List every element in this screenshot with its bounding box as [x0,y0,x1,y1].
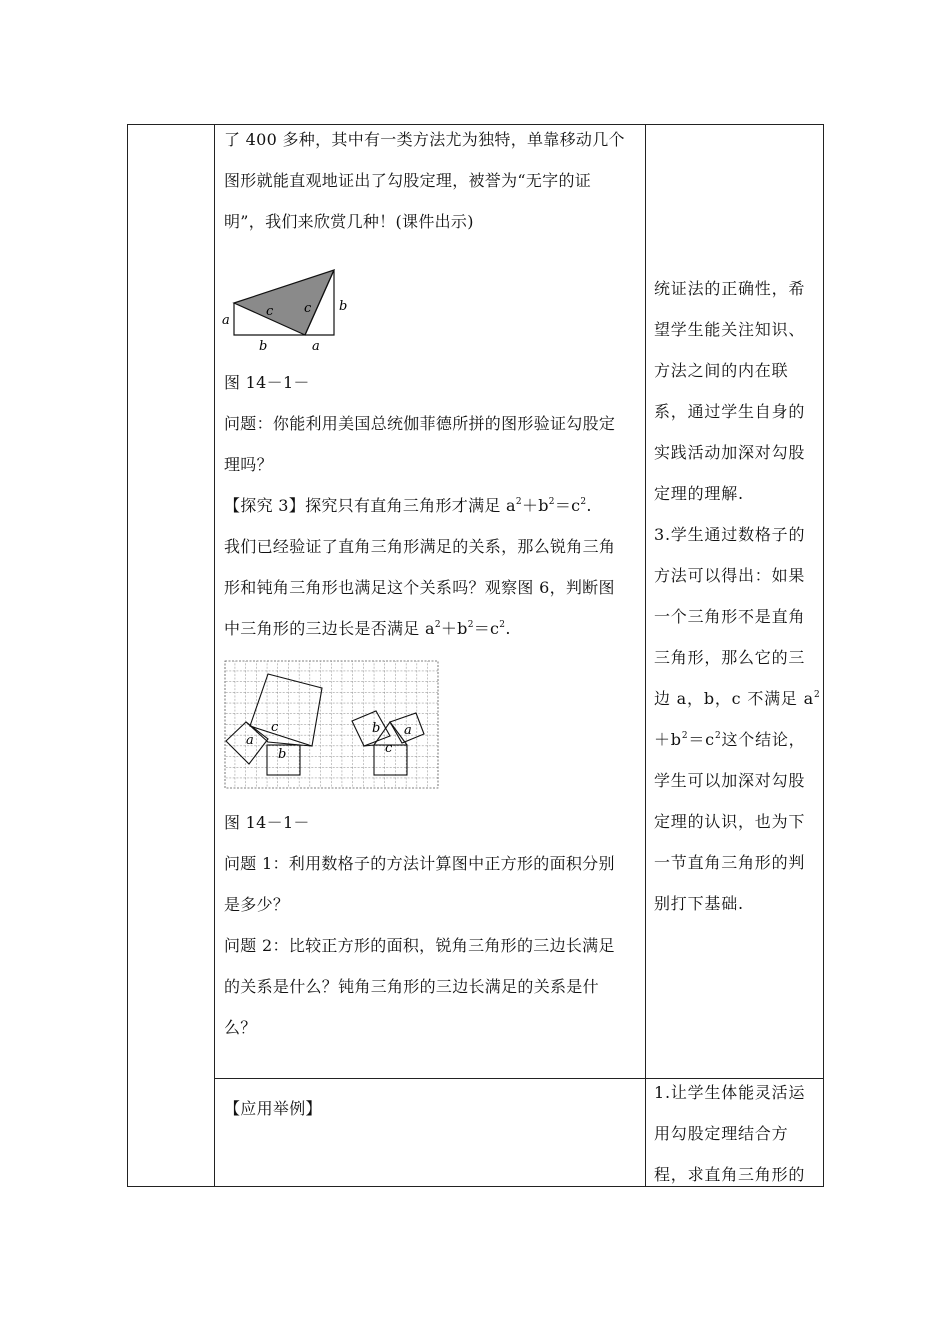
note-line: 边 a，b，c 不满足 $a^2$ [654,689,821,708]
label-c-1: c [266,304,274,319]
note-line: 三角形，那么它的三 [654,648,806,667]
apply-note-line: 程，求直角三角形的 [654,1165,806,1184]
question2-line: 问题 2：比较正方形的面积，锐角三角形的三边长满足 [224,936,615,955]
grid-squares-figure [224,660,440,790]
figure2-caption-block [224,802,640,1048]
apply-title: 【应用举例】 [224,1099,322,1118]
grid-label-c-left: c [271,720,279,735]
label-c-2: c [304,301,312,316]
right-apply-notes [654,1072,814,1195]
note-line: 统证法的正确性，希 [654,279,806,298]
note-line: 别打下基础. [654,894,744,913]
label-b-right: b [339,299,348,314]
figure2-caption: 图 14－1－ [224,813,310,832]
question-line: 问题：你能利用美国总统伽菲德所拼的图形验证勾股定 [224,414,616,433]
note-line: 系，通过学生自身的 [654,402,806,421]
apply-section [224,1088,640,1129]
grid-label-b-left: b [278,747,287,762]
right-notes [654,268,821,924]
question2-line: 么？ [224,1018,257,1037]
note-line: 定理的理解. [654,484,744,503]
apply-note-line: 用勾股定理结合方 [654,1124,789,1143]
label-a-bottom: a [312,339,320,354]
intro-line: 明”，我们来欣赏几种！(课件出示) [224,212,474,231]
note-line: 方法可以得出：如果 [654,566,806,585]
note-line: $+b^2=c^2$这个结论， [654,730,806,749]
label-b-bottom: b [259,339,268,354]
garfield-trapezoid-figure [220,264,360,356]
note-line: 3.学生通过数格子的 [654,525,806,544]
intro-line: 图形就能直观地证出了勾股定理，被誉为“无字的证 [224,171,592,190]
figure1-caption-block [224,362,640,649]
question2-line: 的关系是什么？钝角三角形的三边长满足的关系是什 [224,977,599,996]
figure1-caption: 图 14－1－ [224,373,310,392]
note-line: 定理的认识，也为下 [654,812,806,831]
grid-label-b-right: b [372,721,381,736]
note-line: 一节直角三角形的判 [654,853,806,872]
grid-label-a-left: a [246,733,254,748]
note-line: 一个三角形不是直角 [654,607,806,626]
apply-note-line: 1.让学生体能灵活运 [654,1083,806,1102]
table-left-border [127,124,128,1187]
table-right-border [823,124,824,1187]
note-line: 实践活动加深对勾股 [654,443,806,462]
note-line: 学生可以加深对勾股 [654,771,806,790]
column-divider-1 [214,124,215,1187]
grid-label-a-right: a [404,723,412,738]
note-line: 方法之间的内在联 [654,361,789,380]
explore3-line: 【探究 3】探究只有直角三角形才满足 $a^2+b^2=c^2$. [224,496,592,515]
question2-line: 是多少？ [224,895,290,914]
label-a-left: a [222,313,230,328]
intro-paragraph [224,119,640,242]
question-line: 理吗？ [224,455,273,474]
question2-line: 问题 1：利用数格子的方法计算图中正方形的面积分别 [224,854,615,873]
body-line: 我们已经验证了直角三角形满足的关系，那么锐角三角 [224,537,616,556]
body-line: 形和钝角三角形也满足这个关系吗？观察图 6，判断图 [224,578,615,597]
intro-line: 了 400 多种，其中有一类方法尤为独特，单靠移动几个 [224,130,625,149]
body-line: 中三角形的三边长是否满足 $a^2+b^2=c^2$. [224,619,511,638]
note-line: 望学生能关注知识、 [654,320,806,339]
grid-label-c-right: c [385,741,393,756]
column-divider-2 [645,124,646,1187]
